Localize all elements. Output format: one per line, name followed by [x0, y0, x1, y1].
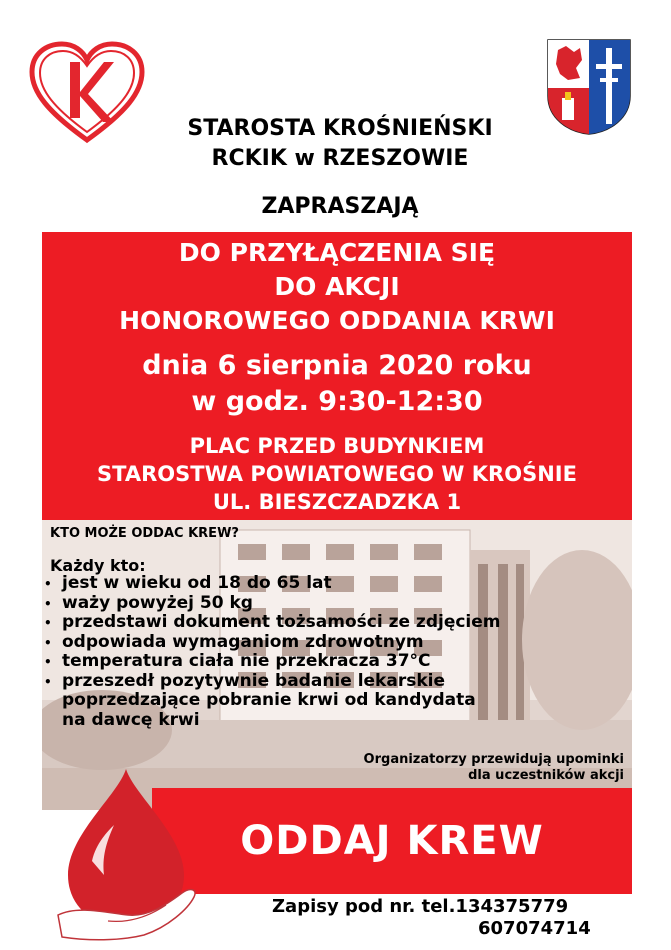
event-place-3: UL. BIESZCZADZKA 1 [212, 490, 462, 514]
requirement-item-continued: poprzedzające pobranie krwi od kandydata [62, 690, 476, 710]
event-line-2: DO AKCJI [274, 272, 400, 301]
requirement-item: • temperatura ciała nie przekracza 37°C [40, 652, 501, 672]
signup-phone-line-2: 607074714 [478, 918, 591, 939]
event-info-box [42, 232, 632, 520]
requirement-item-continued: na dawcę krwi [62, 709, 200, 730]
everyone-who-label: Każdy kto: [50, 556, 146, 575]
requirement-item: • przedstawi dokument tożsamości ze zdjęciem [40, 613, 501, 633]
requirement-item: • waży powyżej 50 kg [40, 594, 501, 614]
event-date: dnia 6 sierpnia 2020 roku [142, 350, 532, 381]
organizer-starosta: STAROSTA KROŚNIEŃSKI [187, 116, 493, 141]
requirement-item: • przeszedł pozytywnie badanie lekarskie [40, 672, 501, 692]
event-place-2: STAROSTWA POWIATOWEGO W KROŚNIE [97, 462, 577, 486]
logo-letter: K [28, 40, 29, 41]
organizer-rckik: RCKIK w RZESZOWIE [211, 146, 469, 171]
requirement-item: • jest w wieku od 18 do 65 lat [40, 574, 501, 594]
event-line-1: DO PRZYŁĄCZENIA SIĘ [178, 238, 496, 267]
event-place-1: PLAC PRZED BUDYNKIEM [189, 434, 485, 458]
requirements-list [40, 574, 501, 730]
gifts-note-line-1: Organizatorzy przewidują upominki [363, 752, 624, 767]
who-can-donate-heading: KTO MOŻE ODDAC KREW? [50, 526, 239, 541]
blood-drop-hand-icon [48, 765, 208, 945]
invite-heading: ZAPRASZAJĄ [261, 194, 419, 219]
requirement-item: • odpowiada wymaganiom zdrowotnym [40, 633, 501, 653]
signup-phone-line-1: Zapisy pod nr. tel.134375779 [272, 896, 569, 917]
event-line-3: HONOROWEGO ODDANIA KRWI [119, 306, 555, 335]
event-time: w godz. 9:30-12:30 [191, 386, 483, 417]
gifts-note-line-2: dla uczestników akcji [468, 768, 624, 783]
donate-banner-text: ODDAJ KREW [240, 818, 544, 864]
